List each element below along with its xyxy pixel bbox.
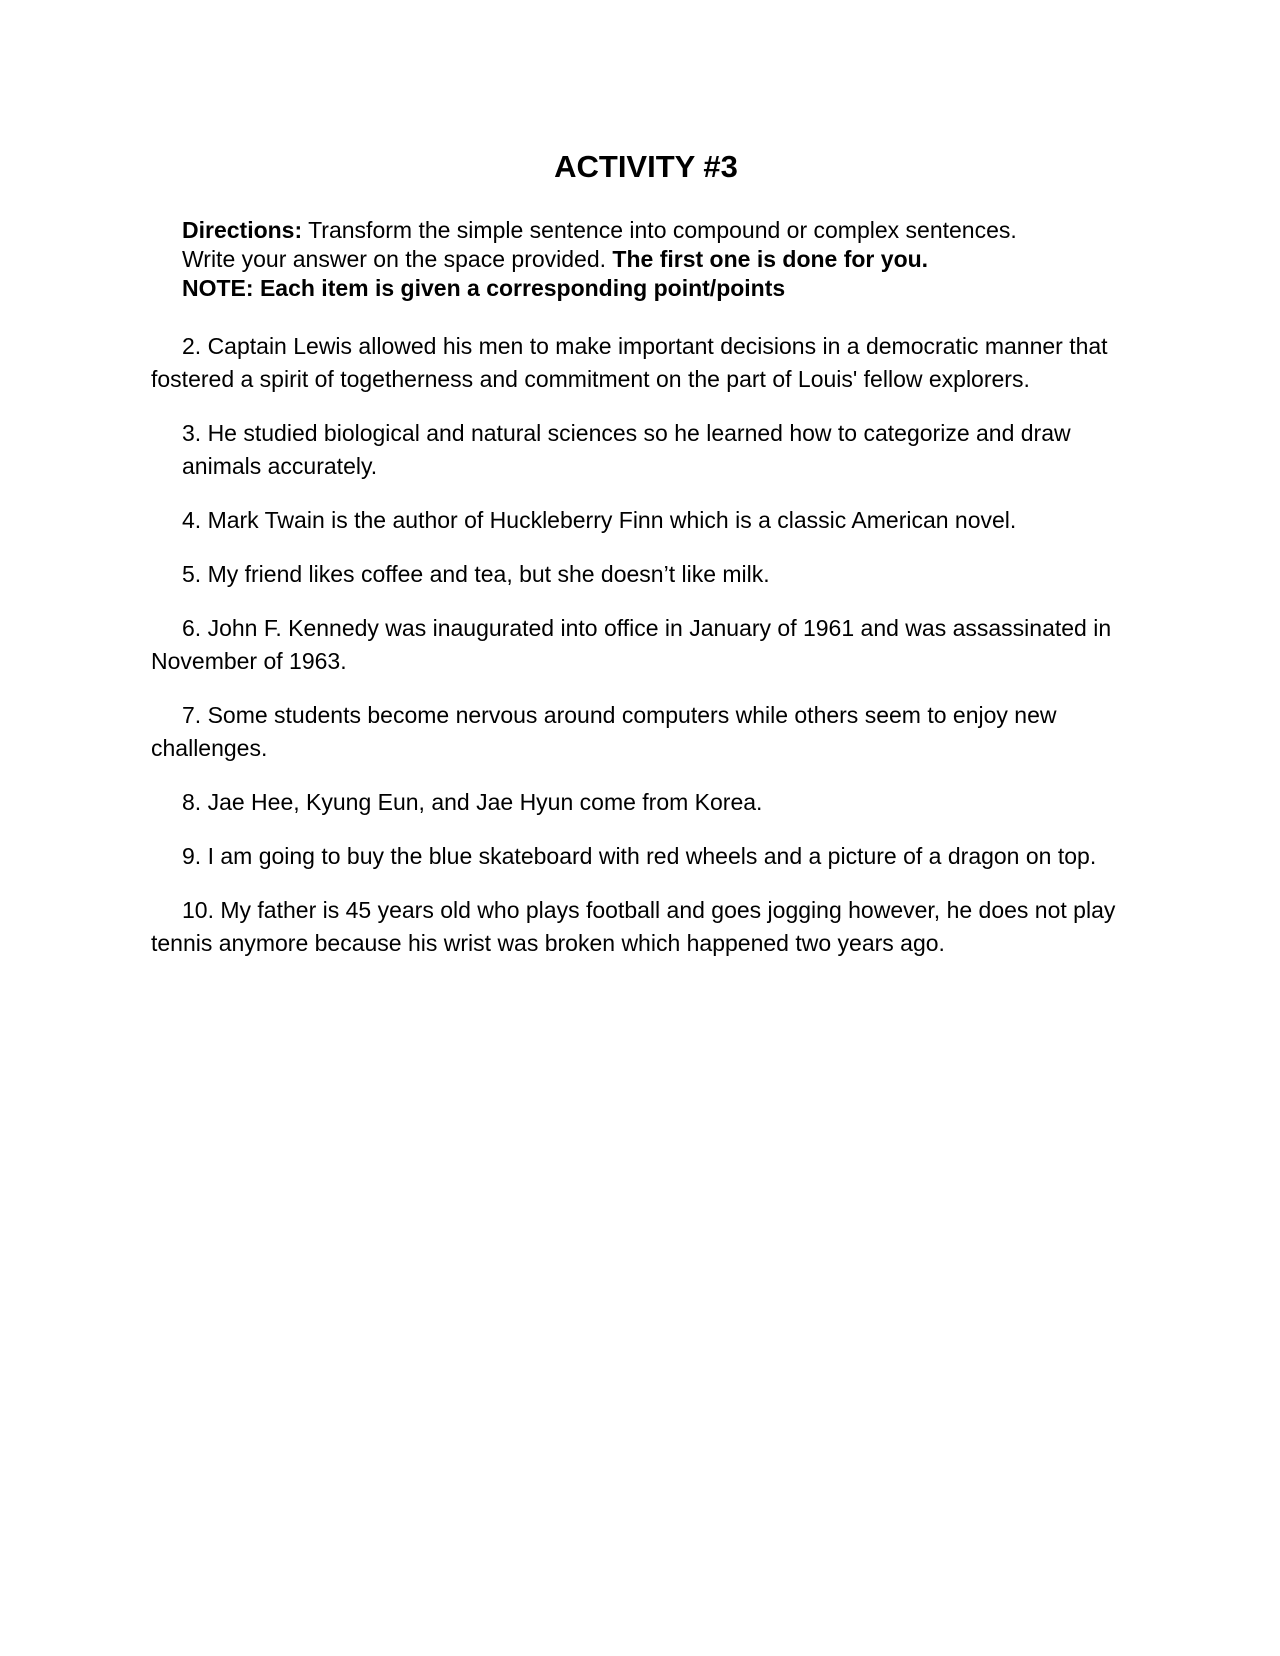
sentence-item-6: 6. John F. Kennedy was inaugurated into office in January of 1961 and was assassinated in November of 1963. <box>151 615 1112 674</box>
directions-bold-2: The first one is done for you. <box>612 246 929 272</box>
directions-line-2 <box>182 245 1142 274</box>
directions-line-1 <box>182 216 1142 245</box>
directions-note: NOTE: Each item is given a corresponding point/points <box>182 275 786 301</box>
sentence-item-5: 5. My friend likes coffee and tea, but she doesn’t like milk. <box>182 561 770 587</box>
directions-text-1: Transform the simple sentence into compound or complex sentences. <box>302 217 1017 243</box>
directions-label: Directions: <box>182 217 303 243</box>
sentence-item-2: 2. Captain Lewis allowed his men to make important decisions in a democratic manner that fostered a spirit of togetherness and commitment on the part of Louis' fellow explorers. <box>151 333 1108 392</box>
directions-text-2: Write your answer on the space provided. <box>182 246 613 272</box>
sentence-item-4: 4. Mark Twain is the author of Huckleberry Finn which is a classic American novel. <box>182 507 1017 533</box>
page-title: ACTIVITY #3 <box>554 149 738 184</box>
directions-block <box>182 216 1142 303</box>
sentence-item-7: 7. Some students become nervous around computers while others seem to enjoy new challenges. <box>151 702 1057 761</box>
sentence-item-8: 8. Jae Hee, Kyung Eun, and Jae Hyun come from Korea. <box>182 789 763 815</box>
sentence-item-3: 3. He studied biological and natural sciences so he learned how to categorize and draw animals accurately. <box>182 420 1071 479</box>
sentence-list <box>151 330 1121 981</box>
sentence-item-10: 10. My father is 45 years old who plays football and goes jogging however, he does not play tennis anymore because his wrist was broken which happened two years ago. <box>151 897 1116 956</box>
sentence-item-9: 9. I am going to buy the blue skateboard with red wheels and a picture of a dragon on top. <box>182 843 1097 869</box>
